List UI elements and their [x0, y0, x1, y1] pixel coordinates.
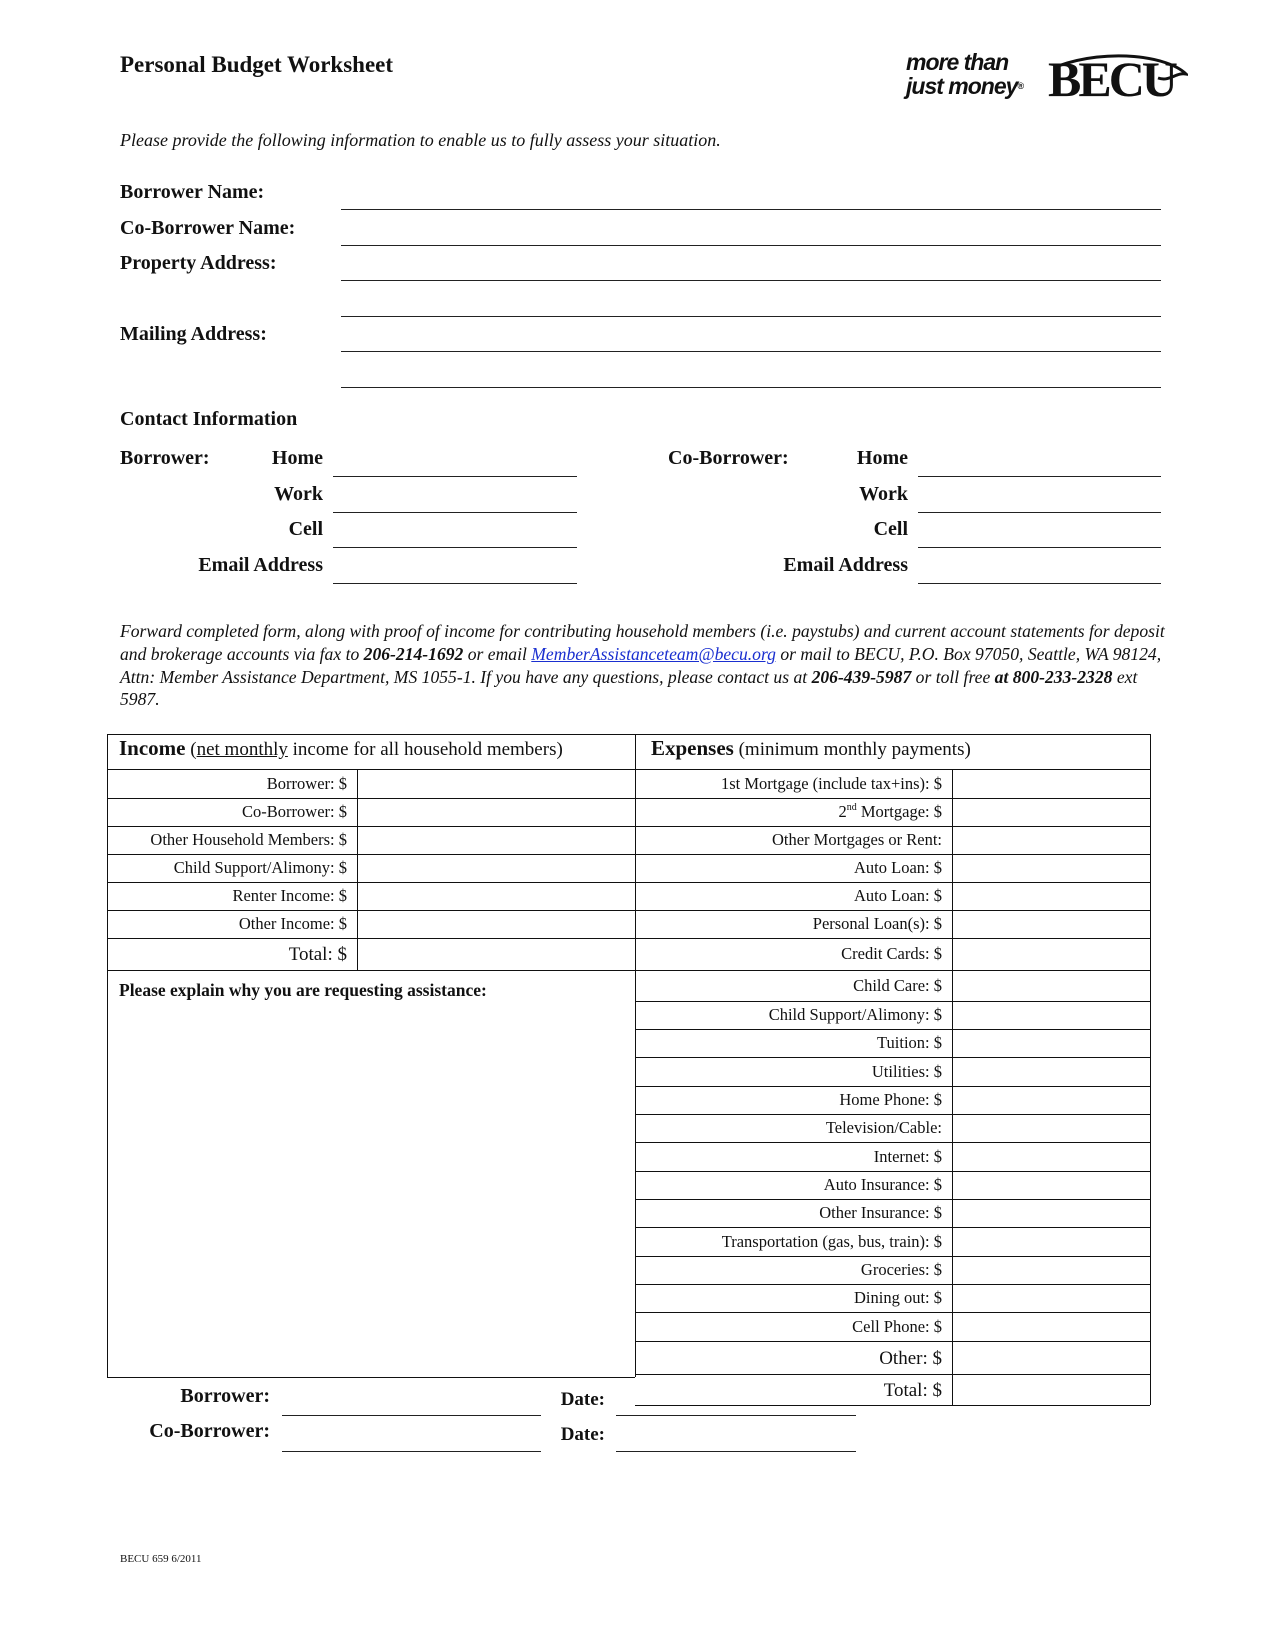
- instructions-text-4: or toll free: [911, 666, 995, 687]
- income-row-label: Renter Income: $: [232, 886, 347, 905]
- expense-row-label: [839, 802, 942, 822]
- slogan-line-2: just money: [906, 73, 1018, 99]
- income-total-input[interactable]: [359, 940, 633, 968]
- expense-row-label: Internet: $: [873, 1146, 942, 1166]
- expense-amount-input[interactable]: [954, 1031, 1148, 1055]
- contact-borrower-label: Borrower:: [120, 447, 210, 469]
- expense-row-label: Transportation (gas, bus, train): $: [721, 1231, 942, 1251]
- logo-slogan: [906, 50, 1023, 98]
- instructions-text-2: or email: [463, 643, 532, 664]
- expense-amount-input[interactable]: [954, 972, 1148, 999]
- expenses-heading-bold: Expenses: [651, 736, 734, 760]
- signature-borrower-label: Borrower:: [180, 1385, 270, 1407]
- expense-amount-input[interactable]: [954, 800, 1148, 824]
- expense-row-label: Cell Phone: $: [852, 1316, 942, 1336]
- income-row-label: Other Household Members: $: [150, 830, 347, 849]
- co-borrower-home-field[interactable]: [918, 476, 1161, 477]
- expense-row-label: Auto Loan: $: [854, 858, 942, 877]
- second-mortgage-label: Mortgage: $: [856, 802, 942, 821]
- expense-amount-input[interactable]: [954, 1173, 1148, 1197]
- instructions-paragraph: [120, 620, 1170, 711]
- income-heading: [119, 736, 563, 761]
- intro-text: Please provide the following information to enable us to fully assess your situation.: [120, 130, 721, 150]
- explain-label: Please explain why you are requesting assistance:: [119, 980, 487, 1000]
- expense-amount-input[interactable]: [954, 884, 1148, 908]
- signature-borrower-date-field[interactable]: [616, 1415, 856, 1416]
- expense-total-input[interactable]: [954, 1376, 1148, 1403]
- expense-row-label: Auto Loan: $: [854, 886, 942, 905]
- property-address-field-1[interactable]: [341, 280, 1161, 281]
- income-amount-input[interactable]: [359, 912, 633, 936]
- expense-amount-input[interactable]: [954, 940, 1148, 968]
- page-title: Personal Budget Worksheet: [120, 52, 394, 77]
- expense-amount-input[interactable]: [954, 912, 1148, 936]
- registered-mark: ®: [1017, 81, 1024, 91]
- co-borrower-cell-label: Cell: [873, 518, 908, 540]
- borrower-name-label: Borrower Name:: [120, 181, 265, 203]
- instructions-text-3: or mail to BECU, P.O. Box 97050, Seattle, WA 98124, Attn: Member Assistance Department, MS 1055-1. If you have any questions, please contact us at: [120, 643, 1162, 687]
- expense-amount-input[interactable]: [954, 771, 1148, 796]
- expense-row-label: Utilities: $: [871, 1061, 942, 1081]
- borrower-cell-field[interactable]: [333, 547, 577, 548]
- income-heading-underlined: net monthly: [196, 739, 288, 760]
- signature-co-borrower-date-label: Date:: [560, 1424, 605, 1445]
- income-heading-rest: income for all household members): [287, 739, 563, 760]
- becu-logo: [906, 48, 1191, 110]
- expense-row-label: Dining out: $: [853, 1288, 942, 1307]
- income-row-label: Child Support/Alimony: $: [173, 858, 347, 877]
- expense-row-label: 1st Mortgage (include tax+ins): $: [720, 773, 942, 793]
- form-number: BECU 659 6/2011: [120, 1553, 202, 1565]
- expense-amount-input[interactable]: [954, 1229, 1148, 1254]
- expense-amount-input[interactable]: [954, 1088, 1148, 1112]
- co-borrower-email-label: Email Address: [783, 554, 908, 576]
- borrower-name-field[interactable]: [341, 209, 1161, 210]
- co-borrower-home-label: Home: [856, 447, 908, 469]
- expense-amount-input[interactable]: [954, 828, 1148, 852]
- mailing-address-field-2[interactable]: [341, 387, 1161, 388]
- co-borrower-email-field[interactable]: [918, 583, 1161, 584]
- email-link[interactable]: MemberAssistanceteam@becu.org: [531, 643, 776, 664]
- borrower-email-label: Email Address: [198, 554, 323, 576]
- expense-row-label: Other Mortgages or Rent:: [771, 830, 942, 849]
- expense-amount-input[interactable]: [954, 1201, 1148, 1225]
- table-rule: [1150, 769, 1151, 1405]
- expense-row-label: Other: $: [879, 1347, 942, 1369]
- expense-row-label: Groceries: $: [860, 1260, 942, 1279]
- income-row-label: Other Income: $: [238, 914, 347, 933]
- co-borrower-work-field[interactable]: [918, 512, 1161, 513]
- borrower-work-field[interactable]: [333, 512, 577, 513]
- expense-amount-input[interactable]: [954, 1003, 1148, 1027]
- income-total-label: Total: $: [288, 944, 347, 965]
- expense-row-label: Auto Insurance: $: [823, 1175, 942, 1194]
- borrower-work-label: Work: [274, 483, 323, 505]
- expense-total-label: Total: $: [883, 1379, 942, 1401]
- income-heading-bold: Income: [119, 736, 186, 760]
- slogan-line-1: more than: [906, 49, 1009, 75]
- phone-number: 206-439-5987: [811, 666, 912, 687]
- signature-co-borrower-date-field[interactable]: [616, 1451, 856, 1452]
- co-borrower-name-field[interactable]: [341, 245, 1161, 246]
- expense-row-label: Home Phone: $: [839, 1090, 942, 1109]
- table-rule: [635, 1405, 1150, 1406]
- expense-amount-input[interactable]: [954, 1343, 1148, 1372]
- expense-row-label: Credit Cards: $: [841, 944, 942, 963]
- expenses-heading-rest: (minimum monthly payments): [733, 739, 971, 760]
- expense-amount-input[interactable]: [954, 1059, 1148, 1084]
- expense-amount-input[interactable]: [954, 1116, 1148, 1140]
- income-amount-input[interactable]: [359, 856, 633, 880]
- table-rule: [107, 1377, 635, 1378]
- expense-row-label: Tuition: $: [877, 1033, 942, 1052]
- mailing-address-label: Mailing Address:: [120, 323, 267, 345]
- table-rule: [107, 734, 108, 1377]
- income-amount-input[interactable]: [359, 800, 633, 824]
- income-amount-input[interactable]: [359, 884, 633, 908]
- co-borrower-work-label: Work: [859, 483, 908, 505]
- contact-co-borrower-label: Co-Borrower:: [668, 447, 789, 469]
- income-amount-input[interactable]: [359, 828, 633, 852]
- property-address-label: Property Address:: [120, 252, 277, 274]
- expense-row-label: Child Care: $: [853, 975, 942, 995]
- second-mortgage-suffix: nd: [846, 802, 857, 813]
- expenses-heading: [651, 736, 971, 761]
- expense-amount-input[interactable]: [954, 1258, 1148, 1282]
- table-rule: [107, 970, 635, 971]
- contact-heading: Contact Information: [120, 408, 298, 430]
- co-borrower-cell-field[interactable]: [918, 547, 1161, 548]
- borrower-home-field[interactable]: [333, 476, 577, 477]
- expense-row-label: Child Support/Alimony: $: [768, 1005, 942, 1024]
- explain-textarea[interactable]: [119, 1010, 629, 1360]
- income-heading-open: (: [185, 739, 197, 760]
- expense-amount-input[interactable]: [954, 856, 1148, 880]
- borrower-home-label: Home: [271, 447, 323, 469]
- expense-row-label: Television/Cable:: [825, 1118, 942, 1137]
- income-amount-input[interactable]: [359, 771, 633, 796]
- signature-borrower-field[interactable]: [282, 1415, 541, 1416]
- borrower-email-field[interactable]: [333, 583, 577, 584]
- instructions-text-5: ext 5987.: [120, 666, 1138, 710]
- signature-co-borrower-label: Co-Borrower:: [149, 1420, 270, 1442]
- expense-amount-input[interactable]: [954, 1314, 1148, 1339]
- co-borrower-name-label: Co-Borrower Name:: [120, 217, 296, 239]
- instructions-text-1: Forward completed form, along with proof of income for contributing household members (i.e. paystubs) and current account statements for deposit and brokerage accounts via fax to: [120, 621, 1165, 664]
- borrower-cell-label: Cell: [288, 518, 323, 540]
- signature-borrower-date-label: Date:: [560, 1389, 605, 1410]
- second-mortgage-number: 2: [838, 802, 847, 821]
- toll-free-number: at 800-233-2328: [994, 666, 1113, 687]
- expense-amount-input[interactable]: [954, 1286, 1148, 1310]
- signature-co-borrower-field[interactable]: [282, 1451, 541, 1452]
- becu-wordmark-icon: [1048, 52, 1188, 108]
- mailing-address-field-1[interactable]: [341, 351, 1161, 352]
- expense-row-label: Personal Loan(s): $: [812, 914, 942, 933]
- expense-row-label: Other Insurance: $: [819, 1203, 942, 1222]
- income-row-label: Co-Borrower: $: [242, 802, 347, 821]
- brand-text: BECU: [1048, 52, 1175, 107]
- property-address-field-2[interactable]: [341, 316, 1161, 317]
- expense-amount-input[interactable]: [954, 1144, 1148, 1169]
- table-rule: [635, 734, 636, 1377]
- fax-number: 206-214-1692: [363, 643, 464, 664]
- income-row-label: Borrower: $: [266, 773, 347, 793]
- table-rule: [107, 734, 1150, 735]
